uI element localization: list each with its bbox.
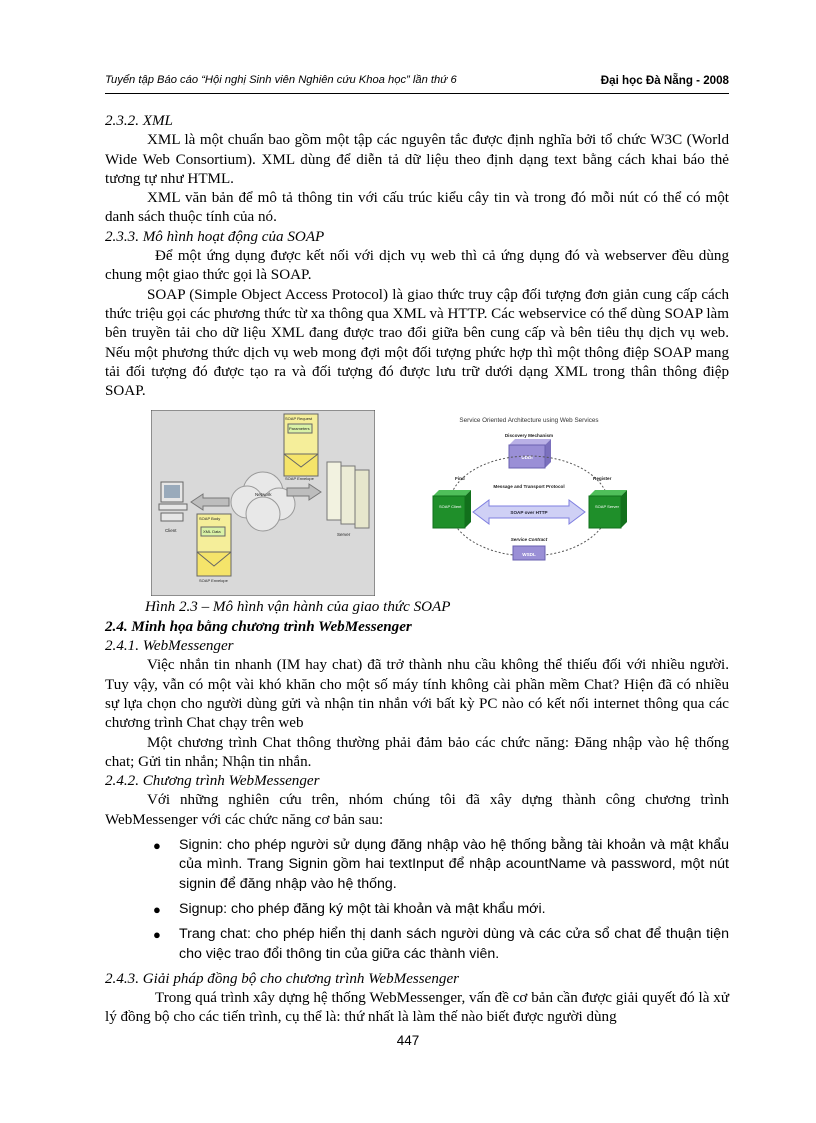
soap-client-box [433, 496, 465, 528]
paragraph: SOAP (Simple Object Access Protocol) là giao thức truy cập đối tượng đơn giản cung cấp cách thức triệu gọi các phương thức từ xa thông qua XML và HTTP. Các webservice có thể dùng SOAP làm bên truyền tải cho dữ liệu XML đang được trao đổi giữa bên cung cấp và bên tiêu thụ dịch vụ web. Nếu một phương thức dịch vụ web mong đợi một đối tượng phức hợp thì một thông điệp SOAP mang tải đối tượng đó được tạo ra và đối tượng đó được lưu trữ dưới dạng XML trong thân thông điệp SOAP. [105, 286, 729, 400]
label-soap-envelope-top: SOAP Envelope [285, 476, 314, 482]
running-header [105, 69, 729, 94]
bullet-icon: ● [153, 927, 161, 943]
figure-caption: Hình 2.3 – Mô hình vận hành của giao thức SOAP [145, 599, 451, 616]
paragraph: XML văn bản để mô tả thông tin với cấu trúc kiểu cây tin và trong đó mỗi nút có thể có một danh sách thuộc tính của nó. [105, 190, 729, 226]
section-heading-2-3-3: 2.3.3. Mô hình hoạt động của SOAP [105, 228, 325, 245]
server-icon [327, 462, 369, 528]
list-item [105, 925, 729, 964]
label-wsdl: WSDL [522, 552, 536, 558]
label-parameters: Parameters [289, 426, 310, 432]
list-item [105, 836, 729, 894]
section-heading-2-3-2: 2.3.2. XML [105, 113, 173, 129]
client-computer-icon [159, 482, 187, 521]
label-soap-over-http: SOAP over HTTP [510, 510, 548, 516]
label-find: Find [455, 476, 465, 482]
figure-soap [105, 408, 729, 598]
section-heading-2-4-1: 2.4.1. WebMessenger [105, 638, 234, 655]
envelope-bottom-icon [197, 552, 231, 576]
label-discovery: Discovery Mechanism [504, 433, 554, 439]
label-server: Server [337, 532, 351, 538]
label-soap-envelope-bottom: SOAP Envelope [199, 578, 228, 584]
figure-soa-diagram [429, 412, 629, 570]
list-item-text: Signup: cho phép đăng ký một tài khoản và mật khẩu mới. [179, 900, 546, 917]
bullet-icon: ● [153, 838, 161, 854]
label-soap-server: SOAP Server [595, 504, 619, 510]
list-item-text: Signin: cho phép người sử dụng đăng nhập vào hệ thống bằng tài khoản và mật khẩu của mình. Trang Signin gồm hai textInput để nhập acountName và password, một nút signin để đăng nhập vào hệ thống. [179, 837, 729, 892]
list-item [105, 900, 729, 919]
envelope-top-icon [284, 454, 318, 476]
label-soap-request: SOAP Request [285, 416, 313, 422]
label-soap-body: SOAP Body [199, 516, 221, 522]
list-item-text: Trang chat: cho phép hiển thị danh sách người dùng và các cửa sổ chat để thuận tiện cho việc trao đổi thông tin của giữa các thành viên. [179, 926, 729, 962]
paragraph: Trong quá trình xây dựng hệ thống WebMessenger, vấn đề cơ bản cần được giải quyết đó là xử lý đồng bộ cho các tiến trình, cụ thể là: thứ nhất là làm thế nào biết được người dùng [105, 990, 729, 1026]
section-heading-2-4-3: 2.4.3. Giải pháp đồng bộ cho chương trình WebMessenger [105, 970, 460, 987]
section-heading-2-4-2: 2.4.2. Chương trình WebMessenger [105, 773, 320, 790]
soa-title: Service Oriented Architecture using Web Services [459, 417, 599, 425]
label-xml-data: XML Data [203, 529, 221, 535]
label-register: Register [593, 476, 612, 482]
paragraph: Để một ứng dụng được kết nối với dịch vụ web thì cả ứng dụng đó và webserver đều dùng chung một giao thức gọi là SOAP. [105, 248, 729, 284]
paragraph: Với những nghiên cứu trên, nhóm chúng tôi đã xây dựng thành công chương trình WebMessenger với các chức năng cơ bản sau: [105, 792, 729, 828]
header-conference-title: Tuyển tập Báo cáo “Hội nghị Sinh viên Nghiên cứu Khoa học” lần thứ 6 [105, 74, 457, 86]
label-uddi: UDDI [521, 455, 533, 461]
bullet-icon: ● [153, 901, 161, 917]
page-number: 447 [396, 1033, 420, 1048]
section-heading-2-4: 2.4. Minh họa bằng chương trình WebMessenger [105, 618, 412, 635]
label-client: Client [165, 528, 177, 534]
feature-list [105, 836, 729, 964]
label-message-transport: Message and Transport Protocol [493, 484, 565, 490]
label-network: Network [255, 492, 272, 498]
soap-server-box [589, 496, 621, 528]
label-service-contract: Service Contract [510, 537, 548, 543]
label-soap-client: SOAP Client [439, 504, 462, 510]
header-university: Đại học Đà Nẵng - 2008 [600, 74, 729, 87]
paragraph: Một chương trình Chat thông thường phải đảm bảo các chức năng: Đăng nhập vào hệ thống chat; Gửi tin nhắn; Nhận tin nhắn. [105, 734, 729, 770]
figure-soap-request-diagram [151, 410, 375, 596]
paragraph: XML là một chuẩn bao gồm một tập các nguyên tắc được định nghĩa bởi tổ chức W3C (World Wide Web Consortium). XML dùng để diễn tả dữ liệu theo định dạng text bằng cách khai báo thẻ tương tự như HTML. [105, 132, 729, 187]
main-content [105, 112, 729, 1028]
paragraph: Việc nhắn tin nhanh (IM hay chat) đã trở thành nhu cầu không thể thiếu đối với nhiều người. Tuy vậy, vẫn có một vài khó khăn cho một số máy tính không cài phần mềm Chat? Hiện đã có nhiều sự lựa chọn cho người dùng gửi và nhận tin nhắn với bất kỳ PC nào có kết nối internet thông qua các chương trình Chat chạy trên web [105, 657, 729, 732]
